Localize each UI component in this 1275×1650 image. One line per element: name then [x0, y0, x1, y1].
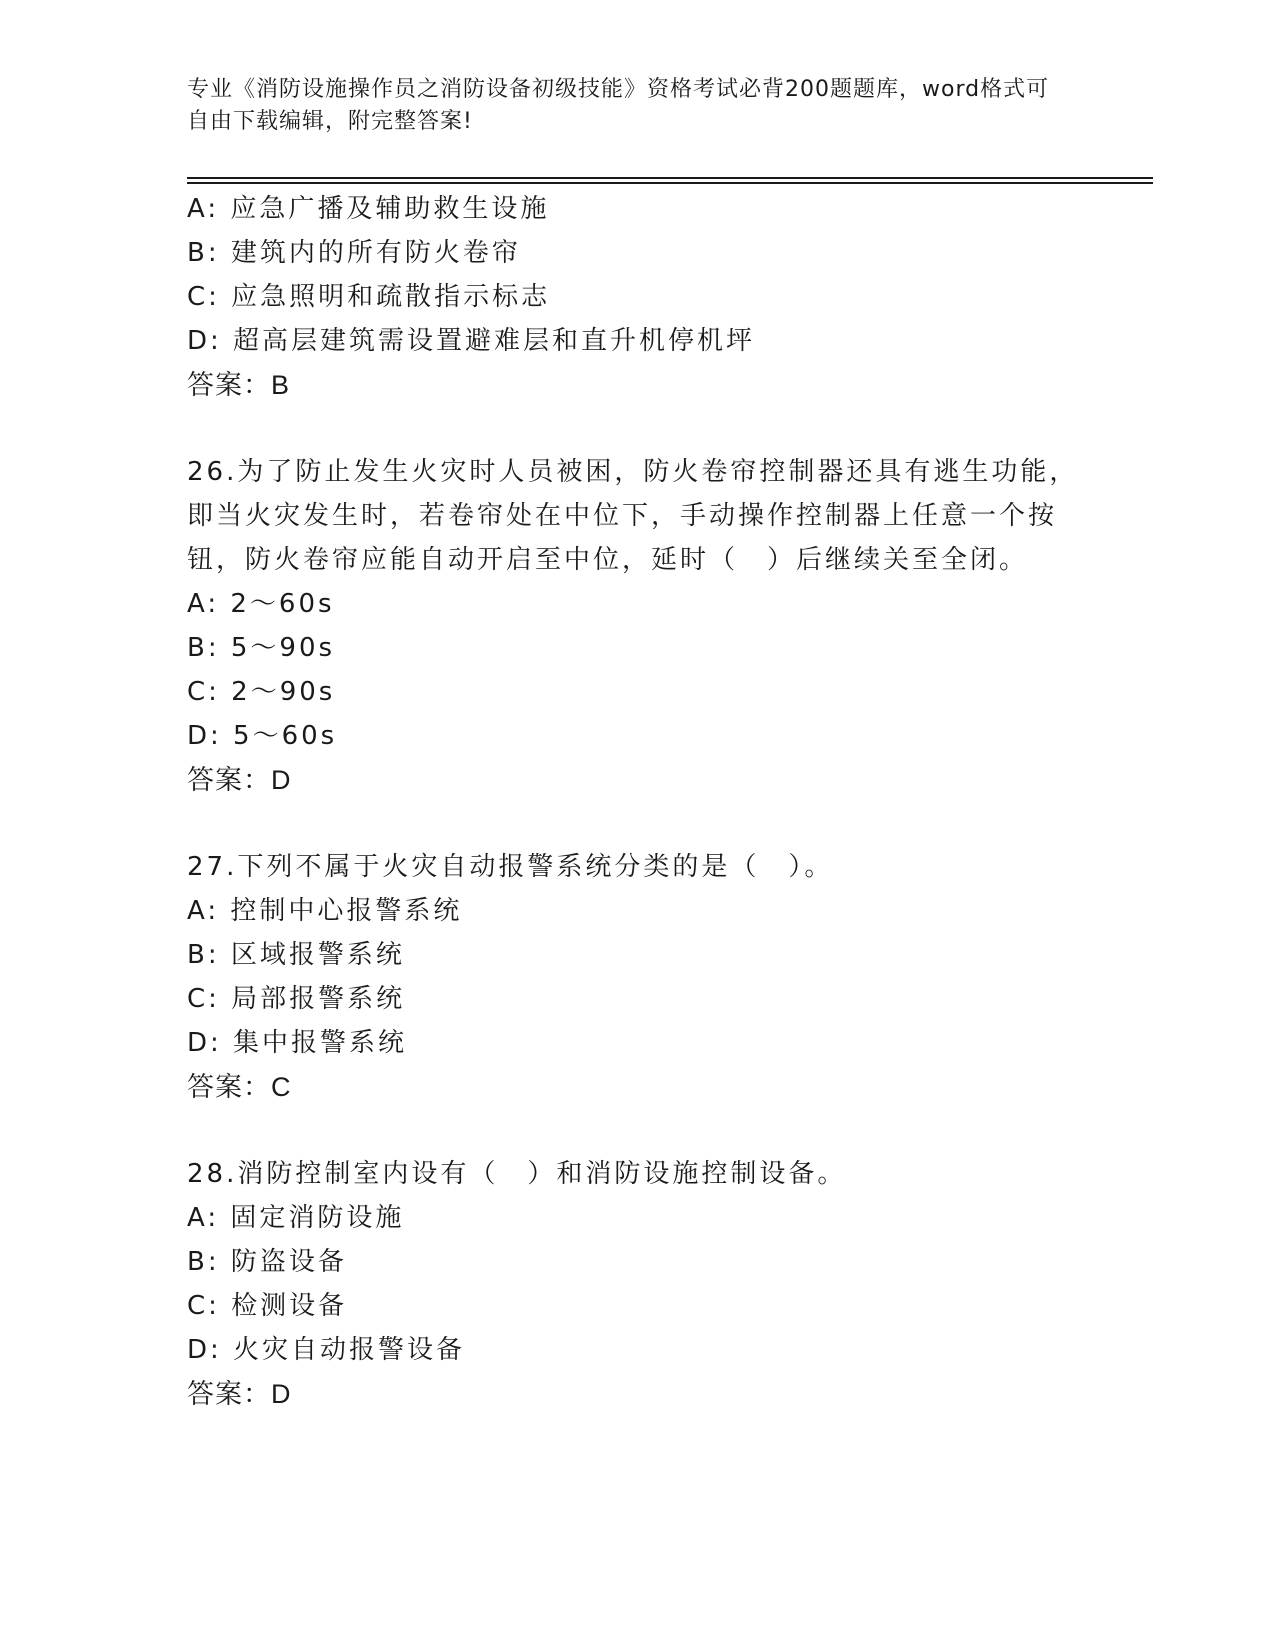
q27-question: 27.下列不属于火灾自动报警系统分类的是（ ）。 — [187, 852, 834, 882]
q26-question-line-2: 即当火灾发生时，若卷帘处在中位下，手动操作控制器上任意一个按 — [187, 501, 1058, 531]
q28-option-d: D: 火灾自动报警设备 — [187, 1335, 466, 1365]
q27-option-d: D: 集中报警系统 — [187, 1028, 408, 1058]
q26-question-line-1: 26.为了防止发生火灾时人员被困，防火卷帘控制器还具有逃生功能， — [187, 457, 1079, 487]
q28-option-c: C: 检测设备 — [187, 1291, 348, 1321]
q25-option-c: C: 应急照明和疏散指示标志 — [187, 282, 551, 312]
document-header: 专业《消防设施操作员之消防设备初级技能》资格考试必背200题题库，word格式可自由下载编辑，附完整答案! — [187, 77, 1050, 134]
q25-answer: 答案：B — [187, 370, 291, 400]
q28-option-b: B: 防盗设备 — [187, 1247, 347, 1277]
q27-option-c: C: 局部报警系统 — [187, 984, 406, 1014]
q25-option-d: D: 超高层建筑需设置避难层和直升机停机坪 — [187, 326, 756, 356]
q26-answer: 答案：D — [187, 765, 292, 795]
header-divider-bottom — [187, 182, 1153, 184]
q28-question: 28.消防控制室内设有（ ）和消防设施控制设备。 — [187, 1159, 847, 1189]
q26-option-c: C: 2～90s — [187, 677, 336, 707]
q27-answer: 答案：C — [187, 1072, 292, 1102]
q27-option-b: B: 区域报警系统 — [187, 940, 405, 970]
q25-option-a: A: 应急广播及辅助救生设施 — [187, 194, 550, 224]
q28-answer: 答案：D — [187, 1379, 292, 1409]
q26-option-a: A: 2～60s — [187, 589, 335, 619]
header-divider-top — [187, 177, 1153, 179]
q27-option-a: A: 控制中心报警系统 — [187, 896, 463, 926]
q26-option-d: D: 5～60s — [187, 721, 338, 751]
q28-option-a: A: 固定消防设施 — [187, 1203, 405, 1233]
q26-question-line-3: 钮，防火卷帘应能自动开启至中位，延时（ ）后继续关至全闭。 — [187, 545, 1029, 575]
q25-option-b: B: 建筑内的所有防火卷帘 — [187, 238, 521, 268]
q26-option-b: B: 5～90s — [187, 633, 336, 663]
